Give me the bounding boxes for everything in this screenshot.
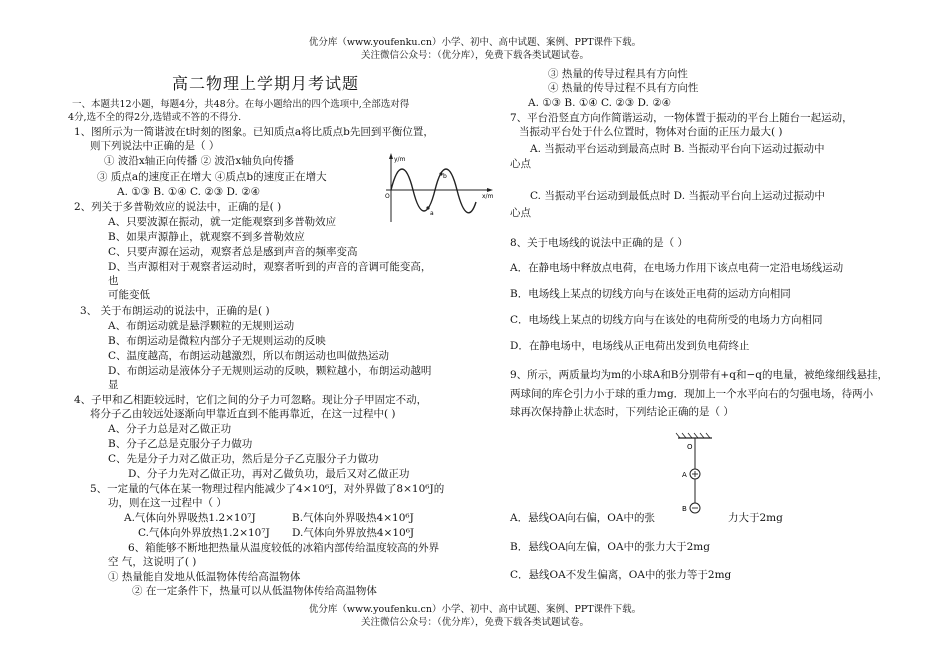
page-footer-line-2: 关注微信公众号：（优分库），免费下载各类试题试卷。 (360, 617, 589, 628)
q5-option-a: A.气体向外界吸热1.2×10⁷J (124, 512, 256, 524)
q6-statement-3: ③ 热量的传导过程具有方向性 (548, 68, 688, 80)
q7-options-cd-cont: 心点 (510, 207, 531, 219)
figure-ball-b-label: B (682, 505, 687, 513)
q4-stem-line-2: 将分子乙由较远处逐渐向甲靠近直到不能再靠近，在这一过程中( ) (90, 408, 396, 420)
page-header-line-2: 关注微信公众号：（优分库），免费下载各类试题试卷。 (360, 50, 589, 61)
q9-option-b: B．悬线OA向左偏，OA中的张力大于2mg (510, 541, 710, 553)
q2-option-b: B、如果声源静止，就观察不到多普勒效应 (108, 231, 305, 243)
q2-option-d-line-1: D、当声源相对于观察者运动时，观察者听到的声音的音调可能变高， (108, 261, 432, 273)
q9-option-a-part-2: 力大于2mg (728, 512, 783, 524)
graph-point-a-label: a (430, 210, 434, 217)
graph-point-b-label: b (443, 173, 447, 180)
q2-option-a: A、只要波源在振动，就一定能观察到多普勒效应 (108, 216, 337, 228)
q3-stem: 3、 关于布朗运动的说法中，正确的是( ) (80, 305, 270, 317)
q1-options: A. ①③ B. ①④ C. ②③ D. ②④ (117, 186, 261, 198)
q1-stem-line-2: 则下列说法中正确的是（ ） (90, 140, 220, 152)
page-footer-line-1: 优分库（www.youfenku.cn）小学、初中、高中试题、案例、PPT课件下载。 (308, 604, 642, 615)
q8-option-d: D．在静电场中，电场线从正电荷出发到负电荷终止 (510, 340, 750, 352)
q6-statement-4: ④ 热量的传导过程不具有方向性 (548, 82, 699, 94)
q4-stem-line-1: 4、子甲和乙相距较远时，它们之间的分子力可忽略。现让分子甲固定不动， (74, 394, 428, 406)
q1-stem-line-1: 1、图所示为一简谐波在t时刻的图象。已知质点a将比质点b先回到平衡位置， (74, 126, 434, 138)
instructions-line-2: 4分,选不全的得2分,选错或不答的不得分. (68, 112, 242, 123)
q9-stem-line-3: 球再次保持静止状态时，下列结论正确的是（ ） (510, 406, 734, 418)
q7-options-ab: A. 当振动平台运动到最高点时 B. 当振动平台向下运动过振动中 (530, 143, 825, 155)
q7-options-cd: C. 当振动平台运动到最低点时 D. 当振动平台向上运动过振动中 (530, 190, 825, 202)
q6-options: A. ①③ B. ①④ C. ②③ D. ②④ (528, 97, 672, 109)
q6-statement-1: ① 热量能自发地从低温物体传给高温物体 (108, 571, 301, 583)
q3-option-a: A、布朗运动就是悬浮颗粒的无规则运动 (108, 320, 295, 332)
q9-stem-line-2: 两球间的库仑引力小于球的重力mg．现加上一个水平向右的匀强电场，待两小 (510, 388, 874, 400)
q1-statement-2: ③ 质点a的速度正在增大 ④质点b的速度正在增大 (97, 171, 327, 183)
q7-stem-line-1: 7、平台沿竖直方向作简谐运动，一物体置于振动的平台上随台一起运动， (510, 112, 853, 124)
q6-statement-2: ② 在一定条件下，热量可以从低温物体传给高温物体 (132, 585, 377, 597)
q6-stem-line-1: 6、箱能够不断地把热量从温度较低的冰箱内部传给温度较高的外界 (128, 542, 440, 554)
q2-option-d-line-2: 也 (108, 275, 119, 287)
graph-x-axis-label: x/m (482, 193, 494, 200)
q5-option-c: C.气体向外界放热1.2×10⁷J (138, 527, 270, 539)
q2-option-d-line-3: 可能变低 (108, 289, 150, 301)
q9-option-a-part-1: A．悬线OA向右偏，OA中的张 (510, 512, 655, 524)
figure-point-o-label: O (687, 443, 693, 451)
q2-option-c: C、只要声源在运动，观察者总是感到声音的频率变高 (108, 246, 358, 258)
q5-option-b: B.气体向外界吸热4×10⁶J (292, 512, 414, 524)
graph-origin-label: O (385, 193, 390, 200)
graph-y-axis-label: y/m (394, 156, 406, 163)
q3-option-d-line-2: 显 (108, 379, 119, 391)
q6-stem-line-2: 空 气，这说明了( ) (108, 556, 197, 568)
q4-option-a: A、分子力总是对乙做正功 (108, 423, 232, 435)
q7-stem-line-2: 当振动平台处于什么位置时，物体对台面的正压力最大( ) (519, 126, 783, 138)
q8-option-a: A．在静电场中释放点电荷，在电场力作用下该点电荷一定沿电场线运动 (510, 262, 844, 274)
q8-option-c: C．电场线上某点的切线方向与在该处的电荷所受的电场力方向相同 (510, 314, 823, 326)
q5-option-d: D.气体向外界放热4×10⁶J (292, 527, 415, 539)
q5-stem-line-2: 功，则在这一过程中（ ） (108, 497, 227, 509)
wave-graph (378, 150, 498, 226)
q2-stem: 2、列关于多普勒效应的说法中，正确的是( ) (74, 201, 282, 213)
q9-stem-line-1: 9、所示，两质量均为m的小球A和B分别带有+q和−q的电量，被绝缘细线悬挂， (510, 369, 888, 381)
figure-ball-a-label: A (682, 471, 687, 479)
page-header-line-1: 优分库（www.youfenku.cn）小学、初中、高中试题、案例、PPT课件下载。 (308, 37, 642, 48)
q5-stem-line-1: 5、一定量的气体在某一物理过程内能减少了4×10⁶J，对外界做了8×10⁶J的 (90, 483, 445, 495)
q1-statement-1: ① 波沿x轴正向传播 ② 波沿x轴负向传播 (104, 155, 294, 167)
q8-option-b: B．电场线上某点的切线方向与在该处正电荷的运动方向相同 (510, 288, 791, 300)
page-title: 高二物理上学期月考试题 (172, 74, 360, 93)
q4-option-b: B、分子乙总是克服分子力做功 (108, 438, 253, 450)
q3-option-b: B、布朗运动是微粒内部分子无规则运动的反映 (108, 335, 326, 347)
hanging-balls-figure (670, 432, 720, 516)
q7-options-ab-cont: 心点 (510, 158, 531, 170)
q8-stem: 8、关于电场线的说法中正确的是（ ） (510, 237, 689, 249)
q3-option-c: C、温度越高，布朗运动越激烈，所以布朗运动也叫做热运动 (108, 350, 390, 362)
q9-option-c: C．悬线OA不发生偏离，OA中的张力等于2mg (510, 569, 732, 581)
instructions-line-1: 一、本题共12小题，每题4分，共48分。在每小题给出的四个选项中,全部选对得 (72, 99, 410, 110)
q3-option-d-line-1: D、布朗运动是液体分子无规则运动的反映，颗粒越小，布朗运动越明 (108, 365, 432, 377)
q4-option-c: C、先是分子力对乙做正功，然后是分子乙克服分子力做功 (108, 453, 379, 465)
q4-option-d: D、分子力先对乙做正功，再对乙做负功，最后又对乙做正功 (128, 468, 410, 480)
